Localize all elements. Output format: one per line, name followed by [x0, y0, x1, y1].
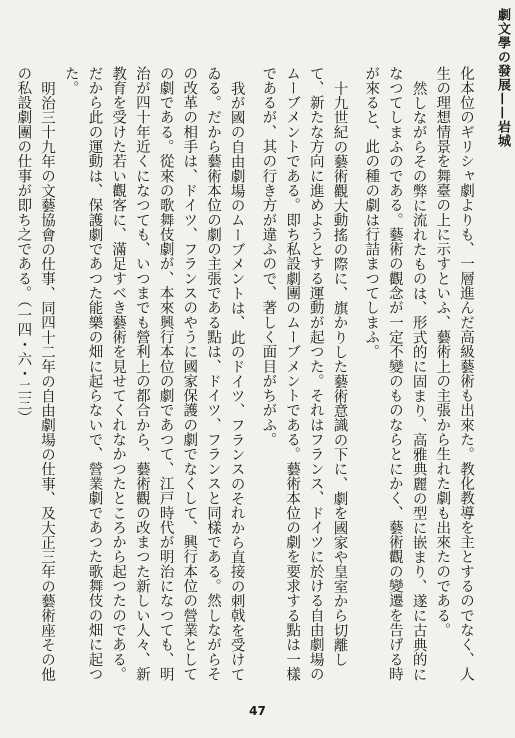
- paragraph: 然しながらその弊に流れたものは、形式的に固まり、高雅典麗の型に嵌まり、遂に古典的になつてしまふのである。藝術の觀念が一定不變のものならとにかく、藝術觀の變遷を告げる時が來ると、此の種の劇は行詰まつてしまふ。: [363, 66, 427, 682]
- running-head: 劇文學の發展——岩城: [495, 8, 510, 148]
- paragraph: 化本位のギリシャ劇よりも、一層進んだ高級藝術も出來た。教化教導を主とするのでなく、人生の理想情景を舞臺の上に示すといふ、藝術上の主張から生れた劇も出來たのである。: [434, 66, 474, 682]
- page-number: 47: [249, 704, 266, 718]
- paragraph: 十九世紀の藝術觀大動搖の際に、旗かりした藝術意識の下に、劇を國家や皇室から切離して、新たな方向に進めようとする運動が起つた。それはフランス、ドイツに於ける自由劇場のムーブメントである。即ち私設劇團のムーブメントである。藝術本位の劇を要求する點は一樣であるが、其の行き方が違ふので、著しく面目がちがふ。: [260, 66, 348, 682]
- body-text: [15, 66, 477, 691]
- paragraph: 我が國の自由劇場のムーブメントは、此のドイツ、フランスのそれから直接の刺戟を受けてゐる。だから藝術本位の劇の主張である點は、ドイツ、フランスと同樣である。然しながらその改革の相手は、ドイツ、フランスのやうに國家保護の劇でなくして、興行本位の營業としての劇である。從來の歌舞伎劇が、本來興行本位の劇であつて、江戸時代が明治になつても、明治が四十年近くになつても、いつまでも營利上の都合から、藝術觀の改まつた新しい人々、新教育を受けた若い觀客に、滿足すべき藝術を見せてくれなかつたところから起つたのである。だから此の運動は、保護劇であつた能樂の畑に起らないで、營業劇であつた歌舞伎の畑に起つた。: [62, 66, 245, 682]
- paragraph: 明治三十九年の文藝協會の仕事、同四十二年の自由劇場の仕事、及大正三年の藝術座その他の私設劇團の仕事が即ち之である。（一四・六・二三）: [15, 66, 56, 682]
